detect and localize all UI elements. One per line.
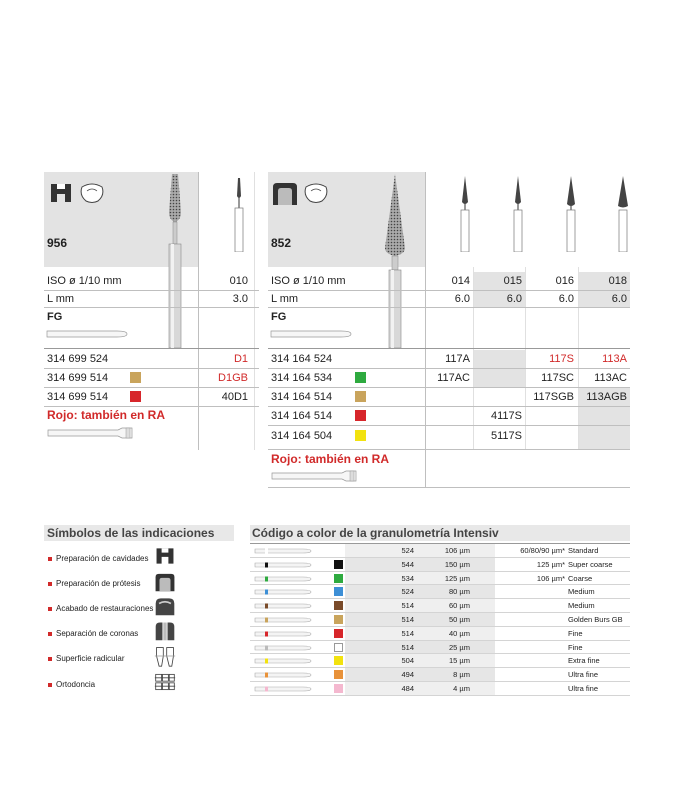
restoration-finishing-icon	[154, 595, 176, 617]
divider	[44, 387, 259, 388]
tooth-outline-icon	[78, 181, 106, 205]
grit-size: 15 µm	[449, 656, 470, 666]
color-swatch	[130, 391, 141, 402]
grit-code: 494	[401, 670, 414, 680]
iso-label: ISO ø 1/10 mm	[47, 275, 122, 287]
bur-852-large-icon	[378, 172, 412, 348]
column-shade	[473, 350, 525, 388]
bullet	[48, 557, 52, 561]
code-cell: 117A	[445, 353, 470, 365]
grit-row-shade	[345, 599, 495, 613]
grit-size: 60 µm	[449, 601, 470, 611]
divider	[268, 449, 630, 450]
panel-956-title: 956	[47, 236, 68, 250]
panel-852-title: 852	[271, 236, 292, 250]
grit-bur-icon	[254, 684, 314, 694]
prosthesis-preparation-icon	[154, 569, 176, 593]
cavity-preparation-icon	[154, 545, 176, 567]
grit-ring	[265, 576, 268, 581]
grit-code: 504	[401, 656, 414, 666]
grit-bur-icon	[254, 629, 314, 639]
length-016: 6.0	[558, 293, 574, 305]
grit-code: 514	[401, 628, 414, 638]
ref-row-1: 314 164 524	[271, 353, 333, 365]
grit-row	[250, 558, 630, 572]
grit-code: 514	[401, 642, 414, 652]
symbol-label: Superficie radicular	[56, 654, 125, 663]
grit-row	[250, 599, 630, 613]
grit-name: Medium	[568, 601, 595, 611]
divider	[268, 290, 630, 291]
divider	[44, 406, 259, 407]
grit-ring	[265, 673, 268, 678]
ra-note: Rojo: también en RA	[271, 452, 390, 466]
grit-color-swatch	[334, 629, 343, 638]
grit-size: 106 µm	[444, 546, 470, 555]
grit-bur-icon	[254, 574, 314, 584]
grit-ring	[265, 645, 268, 650]
divider	[250, 695, 630, 696]
ref-row-3: 314 699 514	[47, 391, 109, 403]
grit-row-shade	[345, 572, 495, 586]
grit-legend	[250, 525, 630, 700]
grit-row-shade	[345, 585, 495, 599]
grit-name: Ultra fine	[568, 684, 599, 693]
grit-ring	[265, 604, 268, 609]
symbol-label: Preparación de prótesis	[56, 579, 141, 588]
divider	[473, 267, 474, 449]
bullet	[48, 582, 52, 586]
bur-956-small-icon	[232, 174, 246, 252]
divider	[268, 406, 630, 407]
divider	[44, 290, 259, 291]
iso-014: 014	[451, 275, 470, 287]
divider	[44, 348, 259, 349]
code-cell: 4117S	[491, 410, 522, 422]
grit-bur-icon	[254, 670, 314, 680]
grit-name: Golden Burs GB	[568, 615, 623, 624]
ra-shank-icon	[270, 469, 366, 483]
symbol-label: Preparación de cavidades	[56, 554, 149, 563]
grit-code: 484	[401, 684, 414, 693]
grit-code: 514	[401, 601, 414, 611]
color-swatch	[355, 372, 366, 383]
bur-852-014-icon	[458, 174, 472, 252]
grit-title: Código a color de la granulometría Intensiv	[252, 526, 499, 540]
panel-852	[268, 172, 630, 488]
crown-separation-icon	[154, 620, 176, 642]
grit-row-shade	[345, 544, 495, 558]
grit-bur-icon	[254, 615, 314, 625]
grit-alt-size: 106 µm*	[536, 573, 565, 583]
symbols-legend	[44, 525, 234, 705]
grit-row-shade	[345, 558, 495, 572]
color-swatch	[355, 410, 366, 421]
length-label: L mm	[271, 293, 299, 305]
symbols-title: Símbolos de las indicaciones	[47, 526, 215, 540]
grit-rows	[250, 544, 630, 698]
prosthesis-preparation-icon	[271, 177, 299, 207]
ref-row-4: 314 164 514	[271, 410, 333, 422]
bur-956-large-icon	[160, 172, 190, 348]
grit-row-shade	[345, 627, 495, 641]
code-row-3: 40D1	[221, 391, 248, 403]
ref-row-3: 314 164 514	[271, 391, 333, 403]
grit-bur-icon	[254, 546, 314, 556]
divider	[578, 267, 579, 449]
grit-alt-size: 60/80/90 µm*	[520, 546, 565, 555]
grit-row	[250, 654, 630, 668]
fg-shank-icon	[46, 328, 130, 340]
grit-row	[250, 585, 630, 599]
code-cell: 117SC	[541, 372, 574, 384]
grit-size: 50 µm	[449, 615, 470, 624]
divider	[254, 172, 255, 450]
grit-color-swatch	[334, 615, 343, 624]
grit-name: Ultra fine	[568, 670, 599, 680]
grit-code: 544	[401, 559, 414, 569]
grit-name: Extra fine	[568, 656, 600, 666]
color-swatch	[355, 430, 366, 441]
iso-018: 018	[608, 275, 627, 287]
divider	[268, 307, 630, 308]
grit-bur-icon	[254, 643, 314, 653]
grit-row	[250, 544, 630, 558]
length-label: L mm	[47, 293, 75, 305]
grit-ring	[265, 549, 268, 554]
grit-row	[250, 668, 630, 682]
ra-shank-icon	[46, 426, 142, 440]
ref-row-2: 314 699 514	[47, 372, 109, 384]
grit-row	[250, 641, 630, 655]
grit-name: Super coarse	[568, 559, 613, 569]
divider	[268, 387, 630, 388]
code-cell: 113AGB	[586, 391, 627, 403]
iso-015: 015	[503, 275, 522, 287]
divider	[268, 348, 630, 349]
grit-size: 25 µm	[449, 642, 470, 652]
grit-ring	[265, 659, 268, 664]
grit-row-shade	[345, 682, 495, 696]
code-cell: 117AC	[437, 372, 470, 384]
bullet	[48, 607, 52, 611]
length-015: 6.0	[506, 293, 522, 305]
panel-956	[44, 172, 259, 450]
grit-alt-size: 125 µm*	[536, 559, 565, 569]
iso-value: 010	[229, 275, 248, 287]
symbol-label: Ortodoncia	[56, 680, 96, 689]
grit-size: 40 µm	[449, 628, 470, 638]
bullet	[48, 657, 52, 661]
code-cell: 117SGB	[533, 391, 574, 403]
grit-name: Coarse	[568, 573, 593, 583]
grit-size: 8 µm	[453, 670, 470, 680]
fg-shank-icon	[270, 328, 354, 340]
cavity-preparation-icon	[48, 180, 74, 206]
grit-size: 125 µm	[444, 573, 470, 583]
grit-size: 150 µm	[444, 559, 470, 569]
code-row-1: D1	[233, 353, 248, 365]
iso-label: ISO ø 1/10 mm	[271, 275, 346, 287]
color-swatch	[130, 372, 141, 383]
shank-type-label: FG	[47, 311, 63, 323]
grit-name: Fine	[568, 628, 583, 638]
tooth-outline-icon	[302, 181, 330, 205]
grit-size: 4 µm	[453, 684, 470, 693]
grit-color-swatch	[334, 656, 343, 665]
grit-ring	[265, 631, 268, 636]
symbol-label: Acabado de restauraciones	[56, 604, 154, 613]
grit-row	[250, 572, 630, 586]
length-018: 6.0	[611, 293, 627, 305]
symbol-label: Separación de coronas	[56, 629, 139, 638]
bur-852-015-icon	[511, 174, 525, 252]
grit-code: 514	[401, 615, 414, 624]
code-cell: 5117S	[491, 430, 522, 442]
grit-row-shade	[345, 613, 495, 627]
grit-color-swatch	[334, 587, 343, 596]
grit-row	[250, 627, 630, 641]
grit-bur-icon	[254, 601, 314, 611]
bur-852-018-icon	[616, 174, 630, 252]
root-surface-icon	[154, 644, 176, 668]
grit-bur-icon	[254, 587, 314, 597]
grit-bur-icon	[254, 560, 314, 570]
grit-code: 524	[401, 546, 414, 555]
bullet	[48, 632, 52, 636]
grit-code: 524	[401, 587, 414, 597]
ref-row-2: 314 164 534	[271, 372, 333, 384]
grit-row-shade	[345, 654, 495, 668]
grit-name: Standard	[568, 546, 599, 555]
grit-name: Fine	[568, 642, 583, 652]
grit-color-swatch	[334, 670, 343, 679]
shank-type-label: FG	[271, 311, 287, 323]
ref-row-5: 314 164 504	[271, 430, 333, 442]
grit-ring	[265, 562, 268, 567]
divider	[44, 368, 259, 369]
orthodontics-icon	[154, 671, 176, 693]
divider	[44, 307, 259, 308]
divider	[198, 172, 199, 450]
length-value: 3.0	[232, 293, 248, 305]
ref-row-1: 314 699 524	[47, 353, 109, 365]
divider	[525, 267, 526, 449]
grit-color-swatch	[334, 560, 343, 569]
grit-row	[250, 613, 630, 627]
grit-ring	[265, 590, 268, 595]
grit-color-swatch	[334, 574, 343, 583]
grit-row-shade	[345, 668, 495, 682]
divider	[268, 425, 630, 426]
grit-row-shade	[345, 641, 495, 655]
code-row-2: D1GB	[218, 372, 248, 384]
grit-ring	[265, 687, 268, 692]
bur-852-016-icon	[564, 174, 578, 252]
color-swatch	[355, 391, 366, 402]
grit-color-swatch	[334, 684, 343, 693]
grit-row	[250, 682, 630, 696]
code-cell: 113AC	[594, 372, 627, 384]
length-014: 6.0	[454, 293, 470, 305]
grit-color-swatch	[334, 643, 343, 652]
grit-size: 80 µm	[449, 587, 470, 597]
grit-name: Medium	[568, 587, 595, 597]
divider	[268, 368, 630, 369]
grit-color-swatch	[334, 601, 343, 610]
code-cell: 117S	[549, 353, 574, 365]
divider	[425, 172, 426, 488]
iso-016: 016	[555, 275, 574, 287]
divider	[268, 487, 630, 488]
ra-note: Rojo: también en RA	[47, 408, 166, 422]
grit-ring	[265, 618, 268, 623]
code-cell: 113A	[602, 353, 627, 365]
bullet	[48, 683, 52, 687]
grit-bur-icon	[254, 656, 314, 666]
grit-code: 534	[401, 573, 414, 583]
